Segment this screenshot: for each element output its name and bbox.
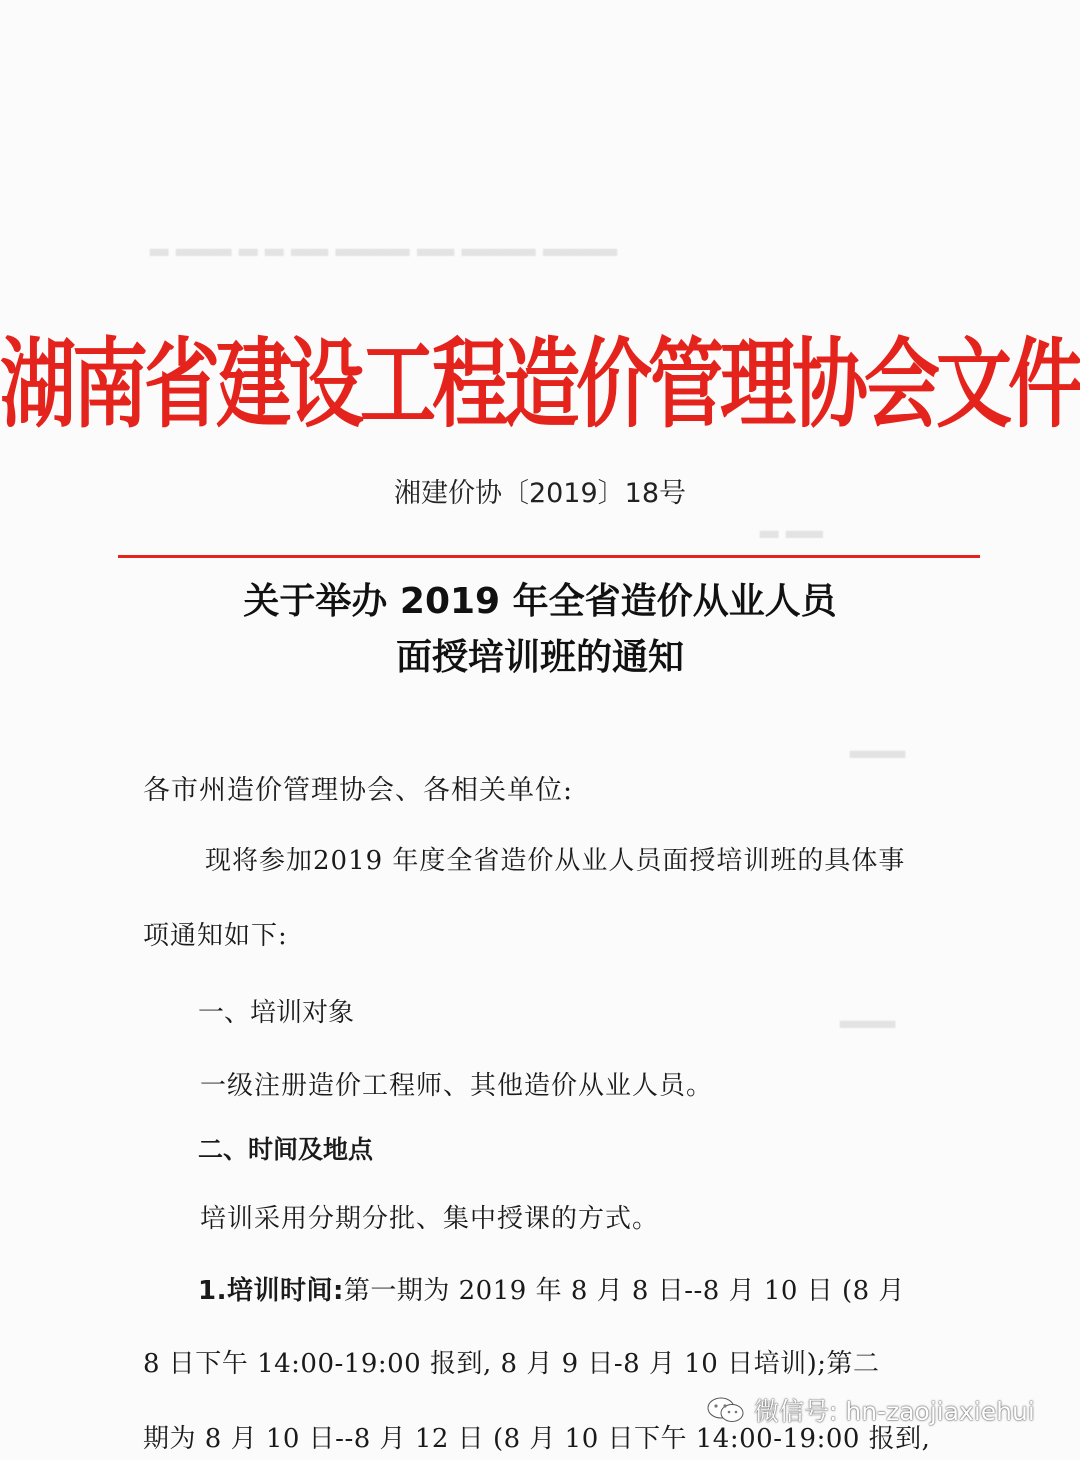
training-time-line-2: 8 日下午 14:00-19:00 报到, 8 月 9 日-8 月 10 日培训);第二 — [143, 1349, 880, 1379]
section-heading-time-location: 二、时间及地点 — [198, 1135, 374, 1164]
intro-paragraph-line-2: 项通知如下: — [143, 921, 288, 951]
issuing-organization-title: 湖南省建设工程造价管理协会文件 — [0, 327, 1080, 441]
notice-title-line-2: 面授培训班的通知 — [395, 637, 684, 678]
training-time-line-1 — [198, 1270, 905, 1307]
addressee: 各市州造价管理协会、各相关单位: — [143, 775, 574, 806]
bleed-through-text: ▂ ▂▂▂ ▂ ▂ ▂▂ ▂▂▂▂ ▂▂ ▂▂▂▂ ▂▂▂▂ — [150, 228, 618, 256]
section-text-method: 培训采用分期分批、集中授课的方式。 — [200, 1204, 660, 1234]
header-divider — [118, 555, 980, 558]
bleed-through-text: ▂▂▂ — [840, 1000, 896, 1028]
training-time-line-3: 期为 8 月 10 日--8 月 12 日 (8 月 10 日下午 14:00-19:00 报到, — [143, 1424, 931, 1454]
document-number: 湘建价协〔2019〕18号 — [393, 478, 687, 509]
training-time-label: 1.培训时间: — [198, 1276, 344, 1306]
section-text-trainees: 一级注册造价工程师、其他造价从业人员。 — [200, 1071, 714, 1101]
wechat-watermark — [706, 1392, 1035, 1428]
bleed-through-text: ▂ ▂▂ — [760, 510, 823, 538]
wechat-id-text: 微信号: hn-zaojiaxiehui — [754, 1397, 1035, 1426]
section-heading-trainees: 一、培训对象 — [198, 998, 355, 1028]
wechat-icon — [706, 1395, 746, 1425]
training-time-text: 第一期为 2019 年 8 月 8 日--8 月 10 日 (8 月 — [343, 1276, 905, 1306]
intro-paragraph-line-1: 现将参加2019 年度全省造价从业人员面授培训班的具体事 — [205, 846, 906, 876]
notice-title-line-1: 关于举办 2019 年全省造价从业人员 — [243, 581, 837, 622]
notice-title — [0, 574, 1080, 686]
bleed-through-text: ▂▂▂ — [850, 730, 906, 758]
